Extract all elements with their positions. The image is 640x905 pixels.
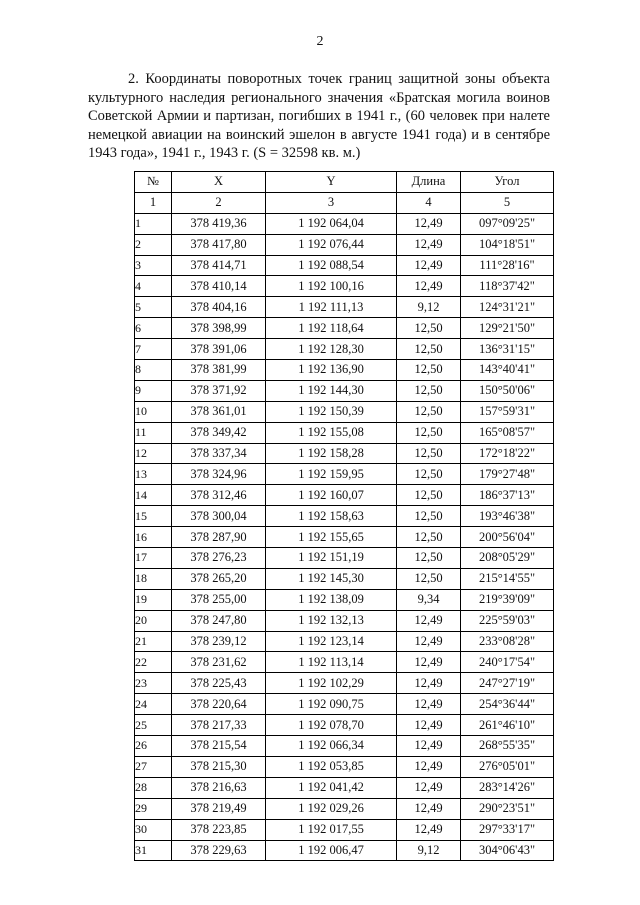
cell-y: 1 192 017,55 (266, 819, 397, 840)
cell-y: 1 192 053,85 (266, 756, 397, 777)
table-row (135, 673, 554, 694)
table-row (135, 840, 554, 861)
table-row (135, 443, 554, 464)
table-row (135, 589, 554, 610)
cell-length: 9,12 (397, 297, 461, 318)
cell-angle: 124°31'21" (461, 297, 554, 318)
table-row (135, 339, 554, 360)
cell-x: 378 225,43 (172, 673, 266, 694)
cell-number: 9 (135, 380, 172, 401)
table-row (135, 568, 554, 589)
cell-angle: 290°23'51" (461, 798, 554, 819)
cell-y: 1 192 158,63 (266, 506, 397, 527)
table-row (135, 422, 554, 443)
cell-number: 12 (135, 443, 172, 464)
cell-number: 27 (135, 756, 172, 777)
cell-y: 1 192 118,64 (266, 318, 397, 339)
table-row (135, 213, 554, 234)
cell-length: 12,49 (397, 276, 461, 297)
table-row (135, 610, 554, 631)
cell-length: 12,49 (397, 213, 461, 234)
table-row (135, 715, 554, 736)
cell-number: 24 (135, 694, 172, 715)
cell-length: 12,49 (397, 255, 461, 276)
table-row (135, 464, 554, 485)
column-header-y: Y (266, 172, 397, 193)
cell-angle: 157°59'31" (461, 401, 554, 422)
page-number: 2 (316, 34, 324, 49)
table-header-row (135, 172, 554, 193)
cell-length: 12,49 (397, 819, 461, 840)
cell-y: 1 192 136,90 (266, 360, 397, 381)
cell-number: 26 (135, 736, 172, 757)
cell-number: 8 (135, 360, 172, 381)
table-row (135, 756, 554, 777)
cell-x: 378 391,06 (172, 339, 266, 360)
table-row (135, 798, 554, 819)
column-header-length: Длина (397, 172, 461, 193)
cell-length: 12,50 (397, 506, 461, 527)
table-row (135, 485, 554, 506)
cell-angle: 233°08'28" (461, 631, 554, 652)
cell-angle: 276°05'01" (461, 756, 554, 777)
coordinates-table (134, 171, 554, 861)
table-row (135, 777, 554, 798)
cell-x: 378 276,23 (172, 548, 266, 569)
cell-length: 9,12 (397, 840, 461, 861)
table-row (135, 506, 554, 527)
table-row (135, 318, 554, 339)
cell-length: 12,49 (397, 610, 461, 631)
cell-angle: 136°31'15" (461, 339, 554, 360)
cell-x: 378 410,14 (172, 276, 266, 297)
cell-y: 1 192 113,14 (266, 652, 397, 673)
cell-number: 20 (135, 610, 172, 631)
table-row (135, 819, 554, 840)
cell-number: 15 (135, 506, 172, 527)
cell-y: 1 192 029,26 (266, 798, 397, 819)
cell-number: 11 (135, 422, 172, 443)
cell-x: 378 217,33 (172, 715, 266, 736)
cell-x: 378 247,80 (172, 610, 266, 631)
cell-angle: 104°18'51" (461, 234, 554, 255)
heading-text: 2. Координаты поворотных точек границ защитной зоны объекта культурного наследия регионального значения «Братская могила воинов Советской Армии и партизан, погибших в 1941 г., (60 человек при налете немецкой авиации на воинский эшелон в августе 1941 года) и в сентябре 1943 года», 1941 г., 1943 г. (S = 32598 кв. м.) (88, 71, 550, 161)
table-row (135, 736, 554, 757)
column-index: 2 (172, 192, 266, 213)
cell-angle: 219°39'09" (461, 589, 554, 610)
cell-angle: 304°06'43" (461, 840, 554, 861)
cell-x: 378 312,46 (172, 485, 266, 506)
cell-length: 12,49 (397, 756, 461, 777)
cell-y: 1 192 102,29 (266, 673, 397, 694)
cell-number: 2 (135, 234, 172, 255)
table-row (135, 297, 554, 318)
cell-length: 12,49 (397, 694, 461, 715)
cell-angle: 165°08'57" (461, 422, 554, 443)
cell-x: 378 381,99 (172, 360, 266, 381)
cell-y: 1 192 132,13 (266, 610, 397, 631)
cell-length: 9,34 (397, 589, 461, 610)
cell-x: 378 324,96 (172, 464, 266, 485)
cell-length: 12,50 (397, 401, 461, 422)
cell-y: 1 192 066,34 (266, 736, 397, 757)
cell-x: 378 229,63 (172, 840, 266, 861)
cell-length: 12,50 (397, 422, 461, 443)
cell-x: 378 255,00 (172, 589, 266, 610)
cell-number: 14 (135, 485, 172, 506)
cell-angle: 225°59'03" (461, 610, 554, 631)
cell-number: 29 (135, 798, 172, 819)
cell-angle: 297°33'17" (461, 819, 554, 840)
table-body (135, 213, 554, 861)
cell-x: 378 414,71 (172, 255, 266, 276)
table-row (135, 631, 554, 652)
cell-y: 1 192 123,14 (266, 631, 397, 652)
cell-y: 1 192 090,75 (266, 694, 397, 715)
cell-angle: 254°36'44" (461, 694, 554, 715)
cell-y: 1 192 155,65 (266, 527, 397, 548)
cell-angle: 215°14'55" (461, 568, 554, 589)
cell-length: 12,50 (397, 443, 461, 464)
cell-x: 378 215,54 (172, 736, 266, 757)
cell-length: 12,50 (397, 527, 461, 548)
cell-x: 378 398,99 (172, 318, 266, 339)
cell-angle: 118°37'42" (461, 276, 554, 297)
cell-y: 1 192 145,30 (266, 568, 397, 589)
cell-angle: 247°27'19" (461, 673, 554, 694)
cell-number: 13 (135, 464, 172, 485)
table-row (135, 234, 554, 255)
table-row (135, 360, 554, 381)
cell-number: 1 (135, 213, 172, 234)
table-index-row (135, 192, 554, 213)
table-row (135, 527, 554, 548)
cell-number: 4 (135, 276, 172, 297)
cell-x: 378 219,49 (172, 798, 266, 819)
cell-angle: 208°05'29" (461, 548, 554, 569)
cell-y: 1 192 088,54 (266, 255, 397, 276)
cell-number: 18 (135, 568, 172, 589)
cell-number: 17 (135, 548, 172, 569)
cell-angle: 240°17'54" (461, 652, 554, 673)
cell-x: 378 349,42 (172, 422, 266, 443)
cell-y: 1 192 111,13 (266, 297, 397, 318)
cell-x: 378 223,85 (172, 819, 266, 840)
cell-x: 378 231,62 (172, 652, 266, 673)
column-index: 1 (135, 192, 172, 213)
cell-angle: 097°09'25" (461, 213, 554, 234)
cell-length: 12,50 (397, 568, 461, 589)
cell-y: 1 192 100,16 (266, 276, 397, 297)
cell-angle: 268°55'35" (461, 736, 554, 757)
cell-number: 23 (135, 673, 172, 694)
cell-angle: 143°40'41" (461, 360, 554, 381)
cell-angle: 283°14'26" (461, 777, 554, 798)
cell-y: 1 192 006,47 (266, 840, 397, 861)
cell-y: 1 192 064,04 (266, 213, 397, 234)
cell-number: 10 (135, 401, 172, 422)
table-row (135, 652, 554, 673)
cell-x: 378 371,92 (172, 380, 266, 401)
cell-x: 378 419,36 (172, 213, 266, 234)
cell-angle: 179°27'48" (461, 464, 554, 485)
column-header-angle: Угол (461, 172, 554, 193)
section-heading (88, 70, 550, 163)
cell-y: 1 192 078,70 (266, 715, 397, 736)
table-row (135, 401, 554, 422)
cell-number: 7 (135, 339, 172, 360)
cell-number: 28 (135, 777, 172, 798)
cell-length: 12,49 (397, 234, 461, 255)
cell-x: 378 337,34 (172, 443, 266, 464)
cell-number: 5 (135, 297, 172, 318)
cell-length: 12,50 (397, 464, 461, 485)
cell-x: 378 300,04 (172, 506, 266, 527)
cell-length: 12,50 (397, 485, 461, 506)
cell-number: 31 (135, 840, 172, 861)
cell-y: 1 192 158,28 (266, 443, 397, 464)
cell-angle: 200°56'04" (461, 527, 554, 548)
cell-x: 378 417,80 (172, 234, 266, 255)
cell-y: 1 192 076,44 (266, 234, 397, 255)
cell-x: 378 220,64 (172, 694, 266, 715)
cell-number: 3 (135, 255, 172, 276)
column-header-x: X (172, 172, 266, 193)
table-row (135, 694, 554, 715)
cell-angle: 186°37'13" (461, 485, 554, 506)
cell-y: 1 192 041,42 (266, 777, 397, 798)
column-index: 3 (266, 192, 397, 213)
cell-length: 12,49 (397, 631, 461, 652)
column-index: 4 (397, 192, 461, 213)
cell-y: 1 192 138,09 (266, 589, 397, 610)
cell-length: 12,49 (397, 736, 461, 757)
cell-y: 1 192 128,30 (266, 339, 397, 360)
cell-x: 378 361,01 (172, 401, 266, 422)
cell-length: 12,49 (397, 798, 461, 819)
cell-number: 6 (135, 318, 172, 339)
cell-x: 378 287,90 (172, 527, 266, 548)
cell-angle: 111°28'16" (461, 255, 554, 276)
cell-length: 12,50 (397, 339, 461, 360)
cell-number: 30 (135, 819, 172, 840)
cell-number: 16 (135, 527, 172, 548)
cell-number: 25 (135, 715, 172, 736)
cell-y: 1 192 159,95 (266, 464, 397, 485)
cell-y: 1 192 160,07 (266, 485, 397, 506)
cell-length: 12,49 (397, 652, 461, 673)
cell-y: 1 192 151,19 (266, 548, 397, 569)
cell-x: 378 215,30 (172, 756, 266, 777)
cell-number: 19 (135, 589, 172, 610)
cell-y: 1 192 144,30 (266, 380, 397, 401)
column-index: 5 (461, 192, 554, 213)
cell-number: 22 (135, 652, 172, 673)
cell-x: 378 404,16 (172, 297, 266, 318)
cell-angle: 150°50'06" (461, 380, 554, 401)
table-row (135, 276, 554, 297)
cell-angle: 261°46'10" (461, 715, 554, 736)
column-header-number: № (135, 172, 172, 193)
cell-number: 21 (135, 631, 172, 652)
cell-angle: 193°46'38" (461, 506, 554, 527)
cell-length: 12,50 (397, 380, 461, 401)
cell-length: 12,50 (397, 548, 461, 569)
table-row (135, 255, 554, 276)
cell-x: 378 239,12 (172, 631, 266, 652)
cell-y: 1 192 155,08 (266, 422, 397, 443)
cell-length: 12,50 (397, 360, 461, 381)
cell-length: 12,49 (397, 715, 461, 736)
table-row (135, 380, 554, 401)
table-row (135, 548, 554, 569)
cell-length: 12,50 (397, 318, 461, 339)
cell-angle: 129°21'50" (461, 318, 554, 339)
cell-angle: 172°18'22" (461, 443, 554, 464)
cell-x: 378 216,63 (172, 777, 266, 798)
cell-y: 1 192 150,39 (266, 401, 397, 422)
cell-x: 378 265,20 (172, 568, 266, 589)
cell-length: 12,49 (397, 777, 461, 798)
cell-length: 12,49 (397, 673, 461, 694)
